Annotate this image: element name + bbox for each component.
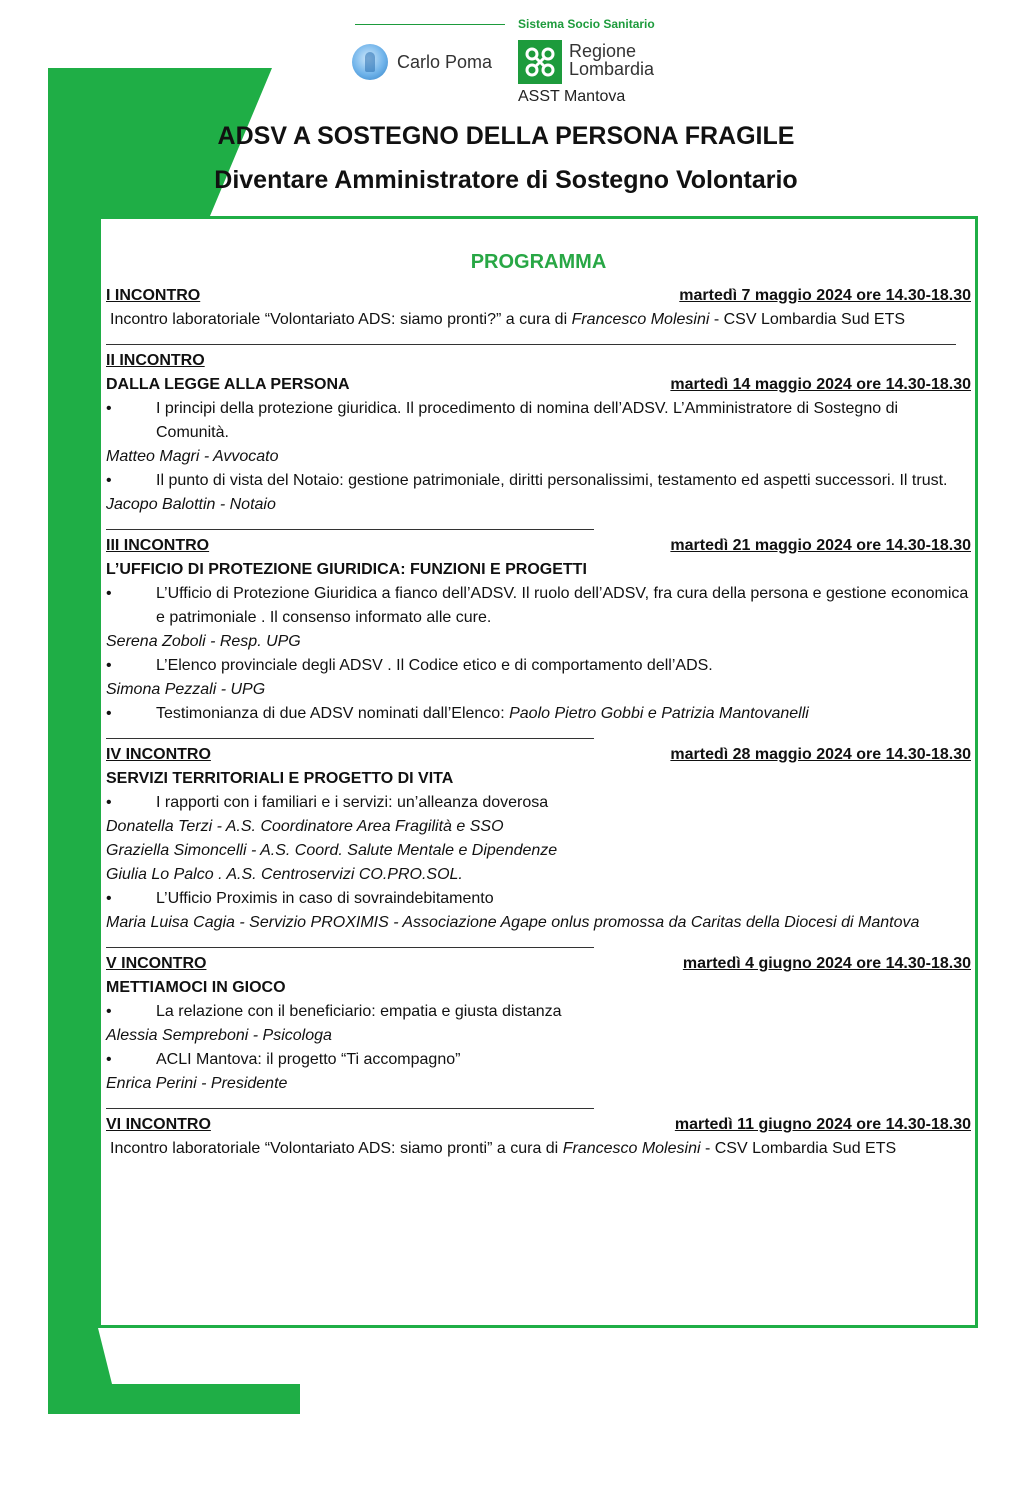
- list-item: [106, 702, 971, 726]
- carlo-poma-logo-icon: [352, 44, 388, 80]
- list-item-text: L’Ufficio di Protezione Giuridica a fianco dell’ADSV. Il ruolo dell’ADSV, fra cura della persona e gestione economica e patrimoniale . Il consenso informato alle cure.: [156, 585, 969, 626]
- incontro-1-header: [106, 284, 971, 308]
- incontro-5-label: V INCONTRO: [106, 955, 207, 972]
- incontro-3-label: III INCONTRO: [106, 537, 210, 554]
- bullet: •: [106, 400, 112, 417]
- speaker: Matteo Magri - Avvocato: [106, 448, 279, 465]
- incontro-3-date: martedì 21 maggio 2024 ore 14.30-18.30: [670, 537, 971, 554]
- bullet: •: [106, 794, 112, 811]
- speaker: Maria Luisa Cagia - Servizio PROXIMIS - Associazione Agape onlus promossa da Caritas della Diocesi di Mantova: [106, 914, 920, 931]
- list-item-text: L’Elenco provinciale degli ADSV . Il Codice etico e di comportamento dell’ADS.: [156, 657, 713, 674]
- bullet: •: [106, 890, 112, 907]
- incontro-2-subtitle: DALLA LEGGE ALLA PERSONA: [106, 376, 350, 393]
- incontro-2-header: [106, 373, 971, 397]
- incontro-3-header: [106, 534, 971, 558]
- list-item: [106, 1048, 971, 1072]
- bullet: •: [106, 705, 112, 722]
- incontro-5-header: [106, 952, 971, 976]
- program-content: [106, 250, 971, 1161]
- separator: [106, 517, 594, 530]
- bullet: •: [106, 585, 112, 602]
- incontro-2-date: martedì 14 maggio 2024 ore 14.30-18.30: [670, 376, 971, 393]
- speaker: Simona Pezzali - UPG: [106, 681, 266, 698]
- incontro-6-header: [106, 1113, 971, 1137]
- document-title: ADSV A SOSTEGNO DELLA PERSONA FRAGILE: [217, 122, 795, 150]
- incontro-6-date: martedì 11 giugno 2024 ore 14.30-18.30: [674, 1116, 971, 1133]
- document-subtitle: Diventare Amministratore di Sostegno Volontario: [214, 166, 798, 194]
- incontro-6-desc-text: Incontro laboratoriale “Volontariato ADS: siamo pronti” a cura di: [110, 1140, 563, 1157]
- testimonianza-text: Testimonianza di due ADSV nominati dall’Elenco:: [156, 705, 510, 722]
- list-item-text: ACLI Mantova: il progetto “Ti accompagno”: [156, 1051, 461, 1068]
- incontro-1-description: [106, 308, 971, 332]
- speaker: Giulia Lo Palco . A.S. Centroservizi CO.PRO.SOL.: [106, 866, 463, 883]
- speaker: Serena Zoboli - Resp. UPG: [106, 633, 301, 650]
- separator: [106, 332, 956, 345]
- separator: [106, 1096, 594, 1109]
- list-item-text: [156, 702, 971, 726]
- list-item: [106, 887, 971, 911]
- program-heading: PROGRAMMA: [470, 251, 607, 273]
- incontro-5-subtitle: METTIAMOCI IN GIOCO: [106, 979, 286, 996]
- list-item: [106, 582, 971, 630]
- separator: [106, 935, 594, 948]
- incontro-1-label: I INCONTRO: [106, 287, 201, 304]
- incontro-6-speaker: Francesco Molesini: [562, 1140, 701, 1157]
- list-item: [106, 791, 971, 815]
- incontro-1-date: martedì 7 maggio 2024 ore 14.30-18.30: [679, 287, 971, 304]
- list-item-text: L’Ufficio Proximis in caso di sovraindebitamento: [156, 890, 494, 907]
- regione-lombardia-label: [569, 42, 654, 78]
- incontro-4-subtitle: SERVIZI TERRITORIALI E PROGETTO DI VITA: [106, 770, 454, 787]
- lombardia-label: Lombardia: [569, 59, 655, 79]
- bullet: •: [106, 1003, 112, 1020]
- incontro-1-org: - CSV Lombardia Sud ETS: [709, 311, 906, 328]
- speaker: Donatella Terzi - A.S. Coordinatore Area Fragilità e SSO: [106, 818, 504, 835]
- list-item: [106, 469, 971, 493]
- speaker: Jacopo Balottin - Notaio: [106, 496, 276, 513]
- carlo-poma-label: Carlo Poma: [397, 52, 493, 72]
- separator: [106, 726, 594, 739]
- bullet: •: [106, 472, 112, 489]
- sistema-socio-sanitario-label: Sistema Socio Sanitario: [518, 17, 655, 31]
- list-item: [106, 1000, 971, 1024]
- incontro-4-date: martedì 28 maggio 2024 ore 14.30-18.30: [670, 746, 971, 763]
- regione-lombardia-logo-icon: [518, 40, 562, 84]
- incontro-6-org: - CSV Lombardia Sud ETS: [700, 1140, 897, 1157]
- incontro-3-subtitle: L’UFFICIO DI PROTEZIONE GIURIDICA: FUNZIONI E PROGETTI: [106, 561, 587, 578]
- header: [0, 0, 1012, 120]
- speaker: Enrica Perini - Presidente: [106, 1075, 288, 1092]
- speaker: Graziella Simoncelli - A.S. Coord. Salute Mentale e Dipendenze: [106, 842, 558, 859]
- regione-label: Regione: [569, 41, 637, 61]
- header-divider: [355, 24, 505, 25]
- testimonianza-names: Paolo Pietro Gobbi e Patrizia Mantovanelli: [509, 705, 809, 722]
- incontro-4-header: [106, 743, 971, 767]
- incontro-1-speaker: Francesco Molesini: [571, 311, 710, 328]
- list-item: [106, 397, 971, 445]
- asst-mantova-label: ASST Mantova: [518, 88, 626, 105]
- list-item-text: Il punto di vista del Notaio: gestione patrimoniale, diritti personalissimi, testamento ed aspetti successori. Il trust.: [156, 472, 948, 489]
- bullet: •: [106, 1051, 112, 1068]
- bullet: •: [106, 657, 112, 674]
- speaker: Alessia Sempreboni - Psicologa: [106, 1027, 332, 1044]
- incontro-6-label: VI INCONTRO: [106, 1116, 211, 1133]
- list-item-text: I rapporti con i familiari e i servizi: un’alleanza doverosa: [156, 794, 549, 811]
- list-item-text: La relazione con il beneficiario: empatia e giusta distanza: [156, 1003, 562, 1020]
- list-item-text: I principi della protezione giuridica. Il procedimento di nomina dell’ADSV. L’Amministratore di Sostegno di Comunità.: [156, 400, 899, 441]
- incontro-5-date: martedì 4 giugno 2024 ore 14.30-18.30: [682, 955, 971, 972]
- incontro-4-label: IV INCONTRO: [106, 746, 211, 763]
- list-item: [106, 654, 971, 678]
- incontro-2-label: II INCONTRO: [106, 352, 205, 369]
- incontro-6-description: [106, 1137, 971, 1161]
- incontro-1-desc-text: Incontro laboratoriale “Volontariato ADS: siamo pronti?” a cura di: [110, 311, 572, 328]
